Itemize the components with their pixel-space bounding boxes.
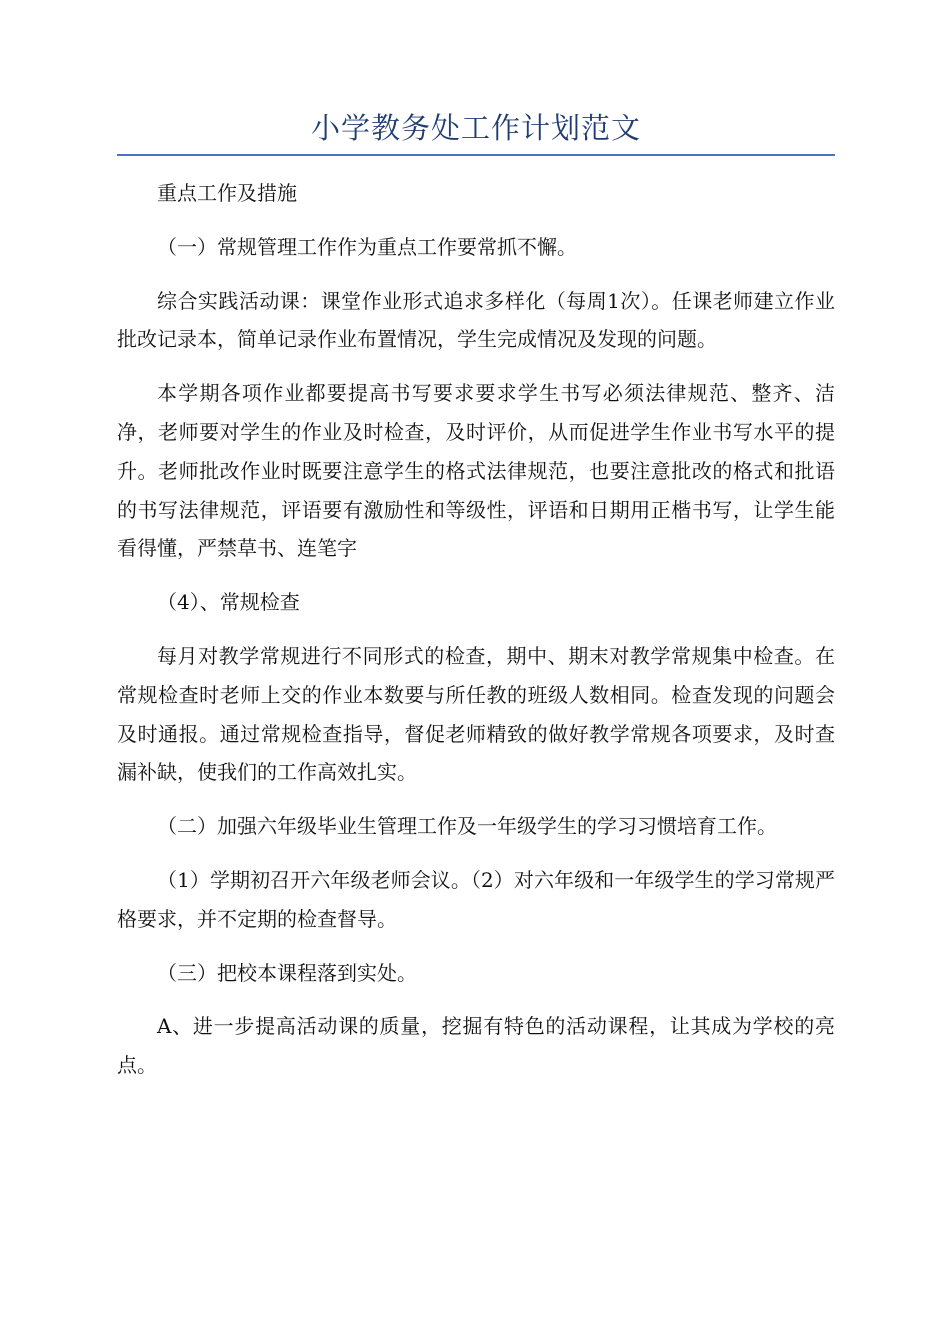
paragraph-heading: 重点工作及措施 <box>157 181 297 205</box>
document-body <box>117 174 835 1100</box>
title-divider <box>117 154 835 156</box>
paragraph-routine-check-heading: （4）、常规检查 <box>157 590 300 615</box>
paragraph-routine-check: 每月对教学常规进行不同形式的检查，期中、期末对教学常规集中检查。在常规检查时老师上交的作业本数要与所任教的班级人数相同。检查发现的问题会及时通报。通过常规检查指导，督促老师精致的做好教学常规各项要求，及时查漏补缺，使我们的工作高效扎实。 <box>117 643 835 785</box>
paragraph-practice-class: 综合实践活动课：课堂作业形式追求多样化（每周1次）。任课老师建立作业批改记录本，简单记录作业布置情况，学生完成情况及发现的问题。 <box>117 288 835 352</box>
paragraph-activity-courses: A、进一步提高活动课的质量，挖掘有特色的活动课程，让其成为学校的亮点。 <box>117 1014 835 1078</box>
paragraph-homework-requirements: 本学期各项作业都要提高书写要求要求学生书写必须法律规范、整齐、洁净，老师要对学生的作业及时检查，及时评价，从而促进学生作业书写水平的提升。老师批改作业时既要注意学生的格式法律规范，也要注意批改的格式和批语的书写法律规范，评语要有激励性和等级性，评语和日期用正楷书写，让学生能看得懂，严禁草书、连笔字 <box>117 381 835 561</box>
paragraph-section-1: （一）常规管理工作作为重点工作要常抓不懈。 <box>157 234 577 259</box>
paragraph-grade-meetings: （1）学期初召开六年级老师会议。（2）对六年级和一年级学生的学习常规严格要求，并不定期的检查督导。 <box>117 867 835 931</box>
page-title: 小学教务处工作计划范文 <box>310 111 641 145</box>
paragraph-section-3: （三）把校本课程落到实处。 <box>157 960 417 985</box>
paragraph-section-2: （二）加强六年级毕业生管理工作及一年级学生的学习习惯培育工作。 <box>157 814 777 839</box>
